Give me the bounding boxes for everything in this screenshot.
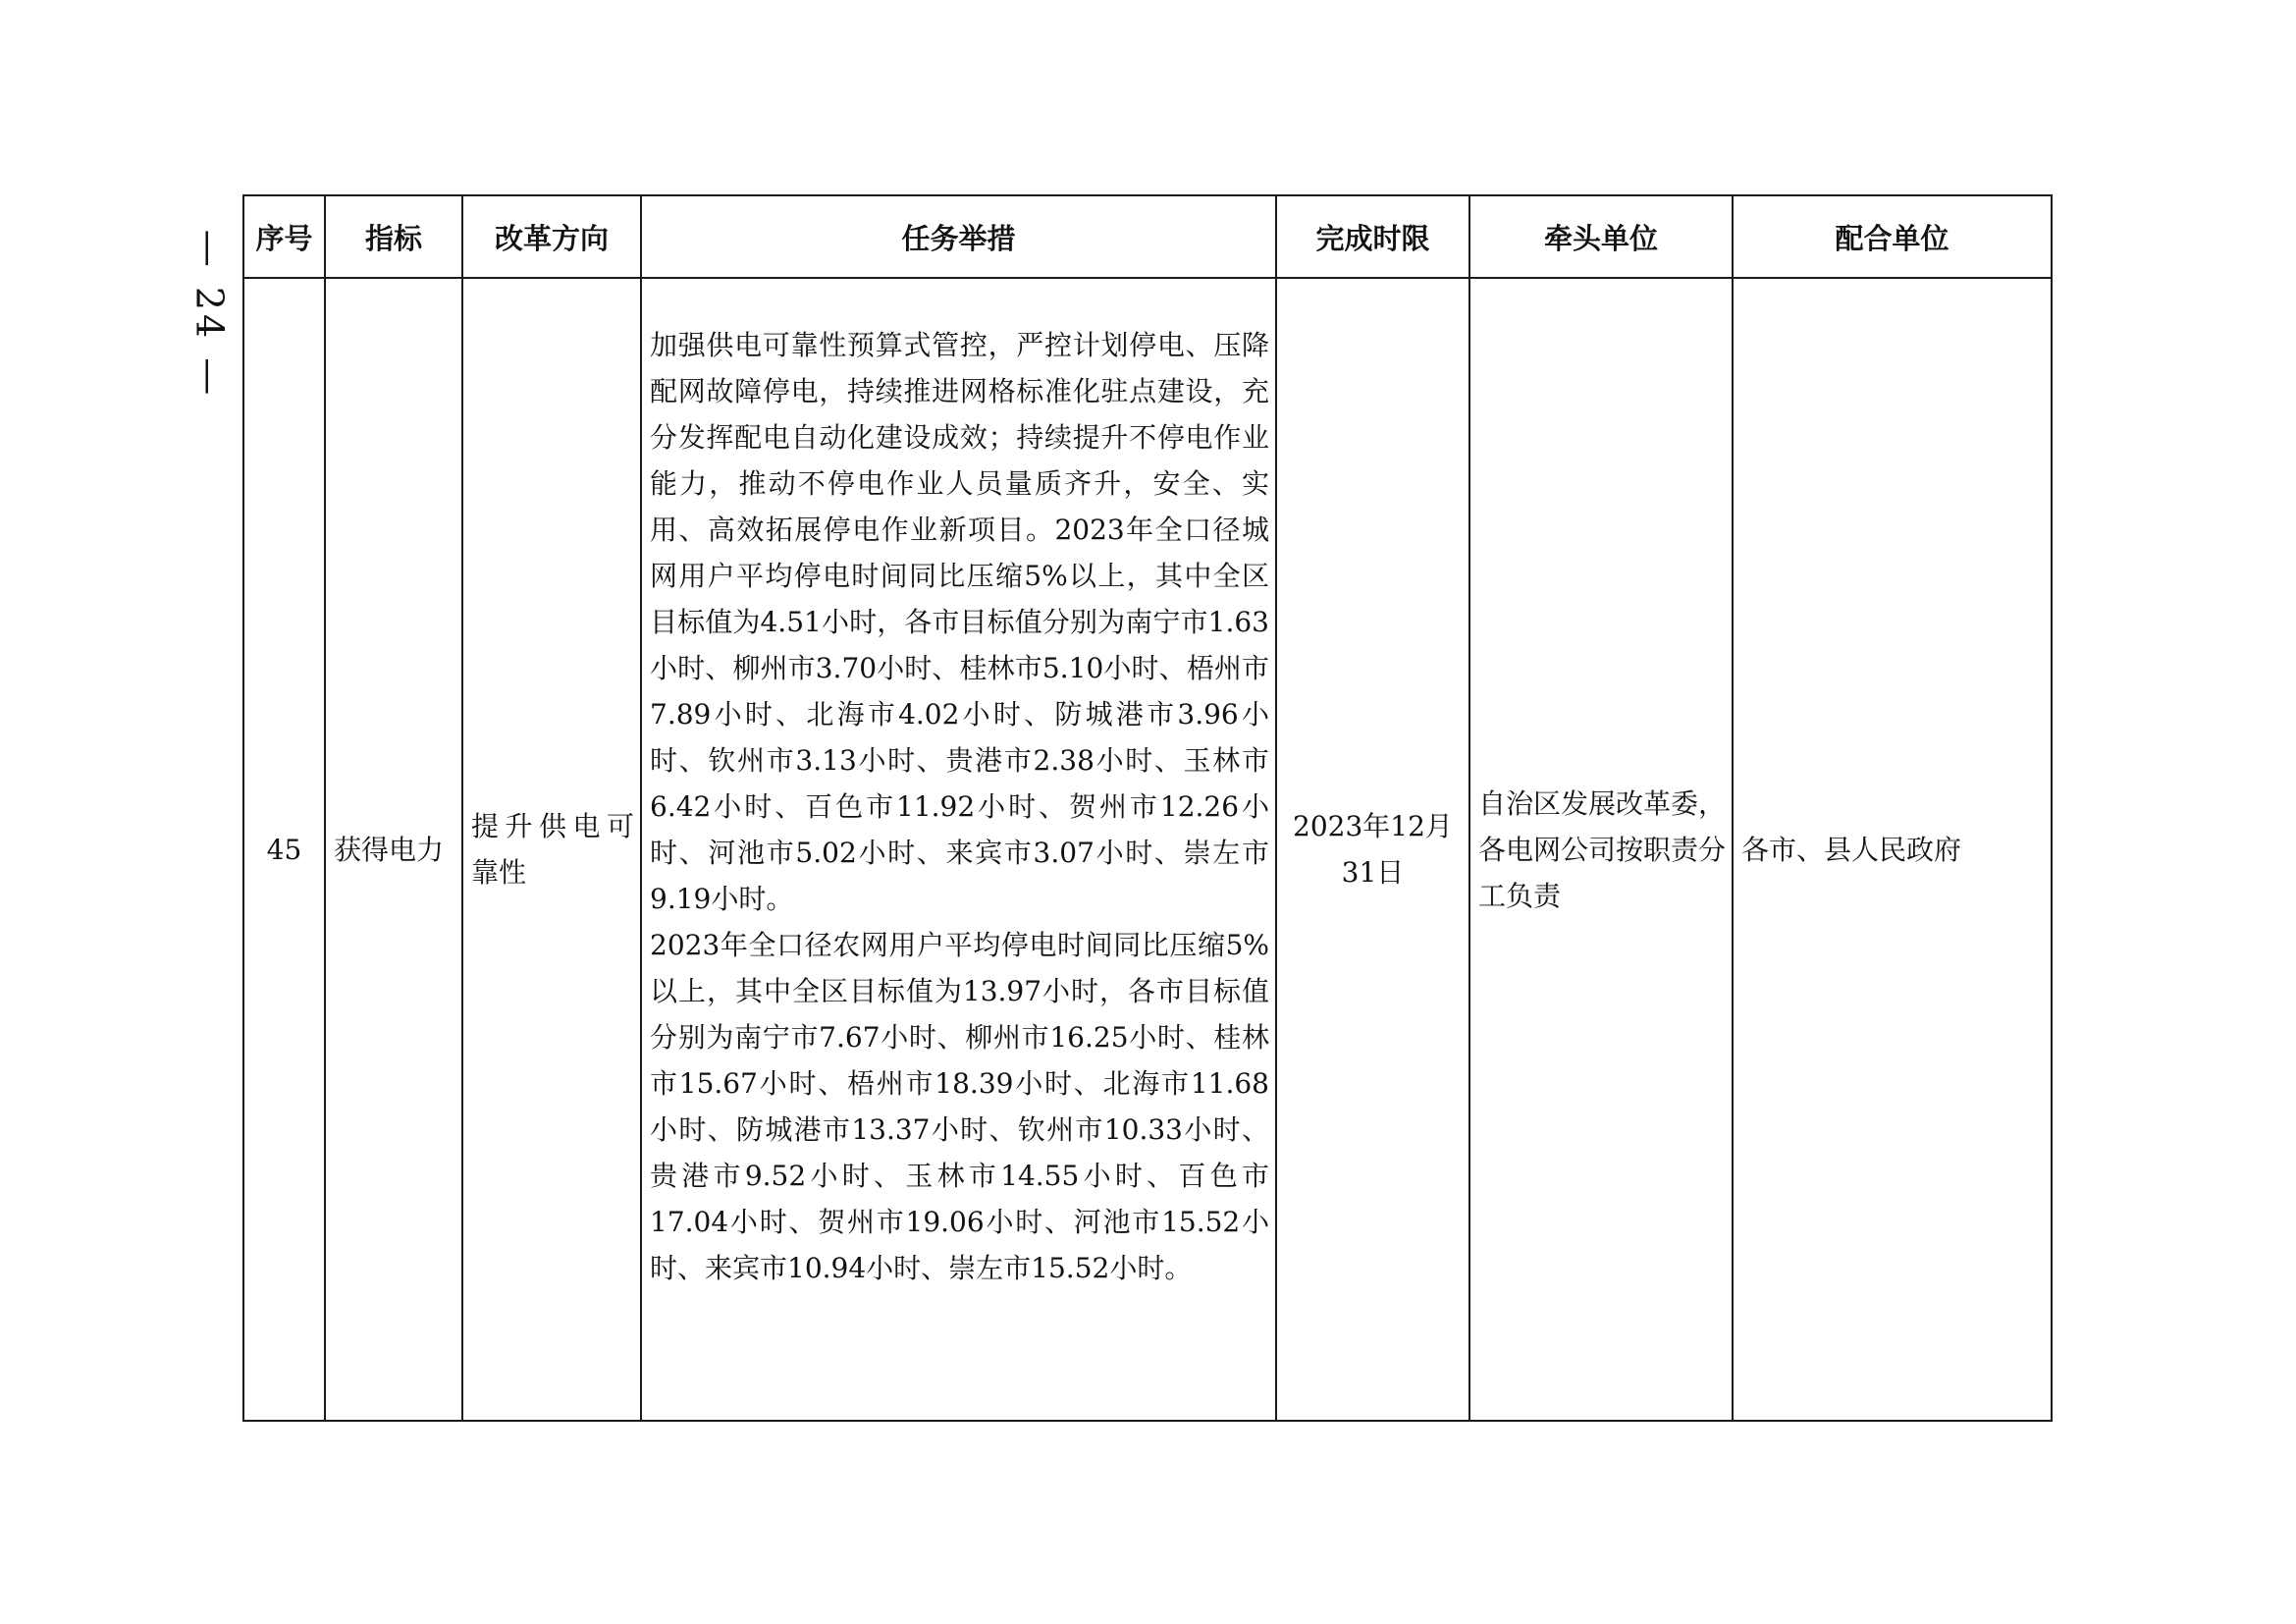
reform-task-table: [242, 194, 2053, 1422]
header-deadline: 完成时限: [1276, 195, 1469, 278]
cell-indicator: 获得电力: [325, 278, 462, 1421]
header-direction: 改革方向: [462, 195, 641, 278]
page-number-text: — 24 —: [187, 229, 232, 400]
table-row: [243, 278, 2052, 1421]
header-support-unit: 配合单位: [1733, 195, 2052, 278]
header-lead-unit: 牵头单位: [1469, 195, 1733, 278]
header-indicator: 指标: [325, 195, 462, 278]
cell-measures: [641, 278, 1276, 1421]
header-measures: 任务举措: [641, 195, 1276, 278]
cell-seq: 45: [243, 278, 325, 1421]
page-number: [175, 229, 243, 400]
cell-direction: 提升供电可靠性: [462, 278, 641, 1421]
table-header-row: [243, 195, 2052, 278]
cell-lead-unit: 自治区发展改革委，各电网公司按职责分工负责: [1469, 278, 1733, 1421]
cell-deadline: 2023年12月31日: [1276, 278, 1469, 1421]
measures-paragraph-rural: 2023年全口径农网用户平均停电时间同比压缩5%以上，其中全区目标值为13.97小时，各市目标值分别为南宁市7.67小时、柳州市16.25小时、桂林市15.67小时、梧州市18.39小时、北海市11.68小时、防城港市13.37小时、钦州市10.33小时、贵港市9.52小时、玉林市14.55小时、百色市17.04小时、贺州市19.06小时、河池市15.52小时、来宾市10.94小时、崇左市15.52小时。: [650, 929, 1269, 1284]
header-seq: 序号: [243, 195, 325, 278]
cell-support-unit: 各市、县人民政府: [1733, 278, 2052, 1421]
measures-paragraph-urban: 加强供电可靠性预算式管控，严控计划停电、压降配网故障停电，持续推进网格标准化驻点建设，充分发挥配电自动化建设成效；持续提升不停电作业能力，推动不停电作业人员量质齐升，安全、实用、高效拓展停电作业新项目。2023年全口径城网用户平均停电时间同比压缩5%以上，其中全区目标值为4.51小时，各市目标值分别为南宁市1.63小时、柳州市3.70小时、桂林市5.10小时、梧州市7.89小时、北海市4.02小时、防城港市3.96小时、钦州市3.13小时、贵港市2.38小时、玉林市6.42小时、百色市11.92小时、贺州市12.26小时、河池市5.02小时、来宾市3.07小时、崇左市9.19小时。: [650, 329, 1269, 915]
